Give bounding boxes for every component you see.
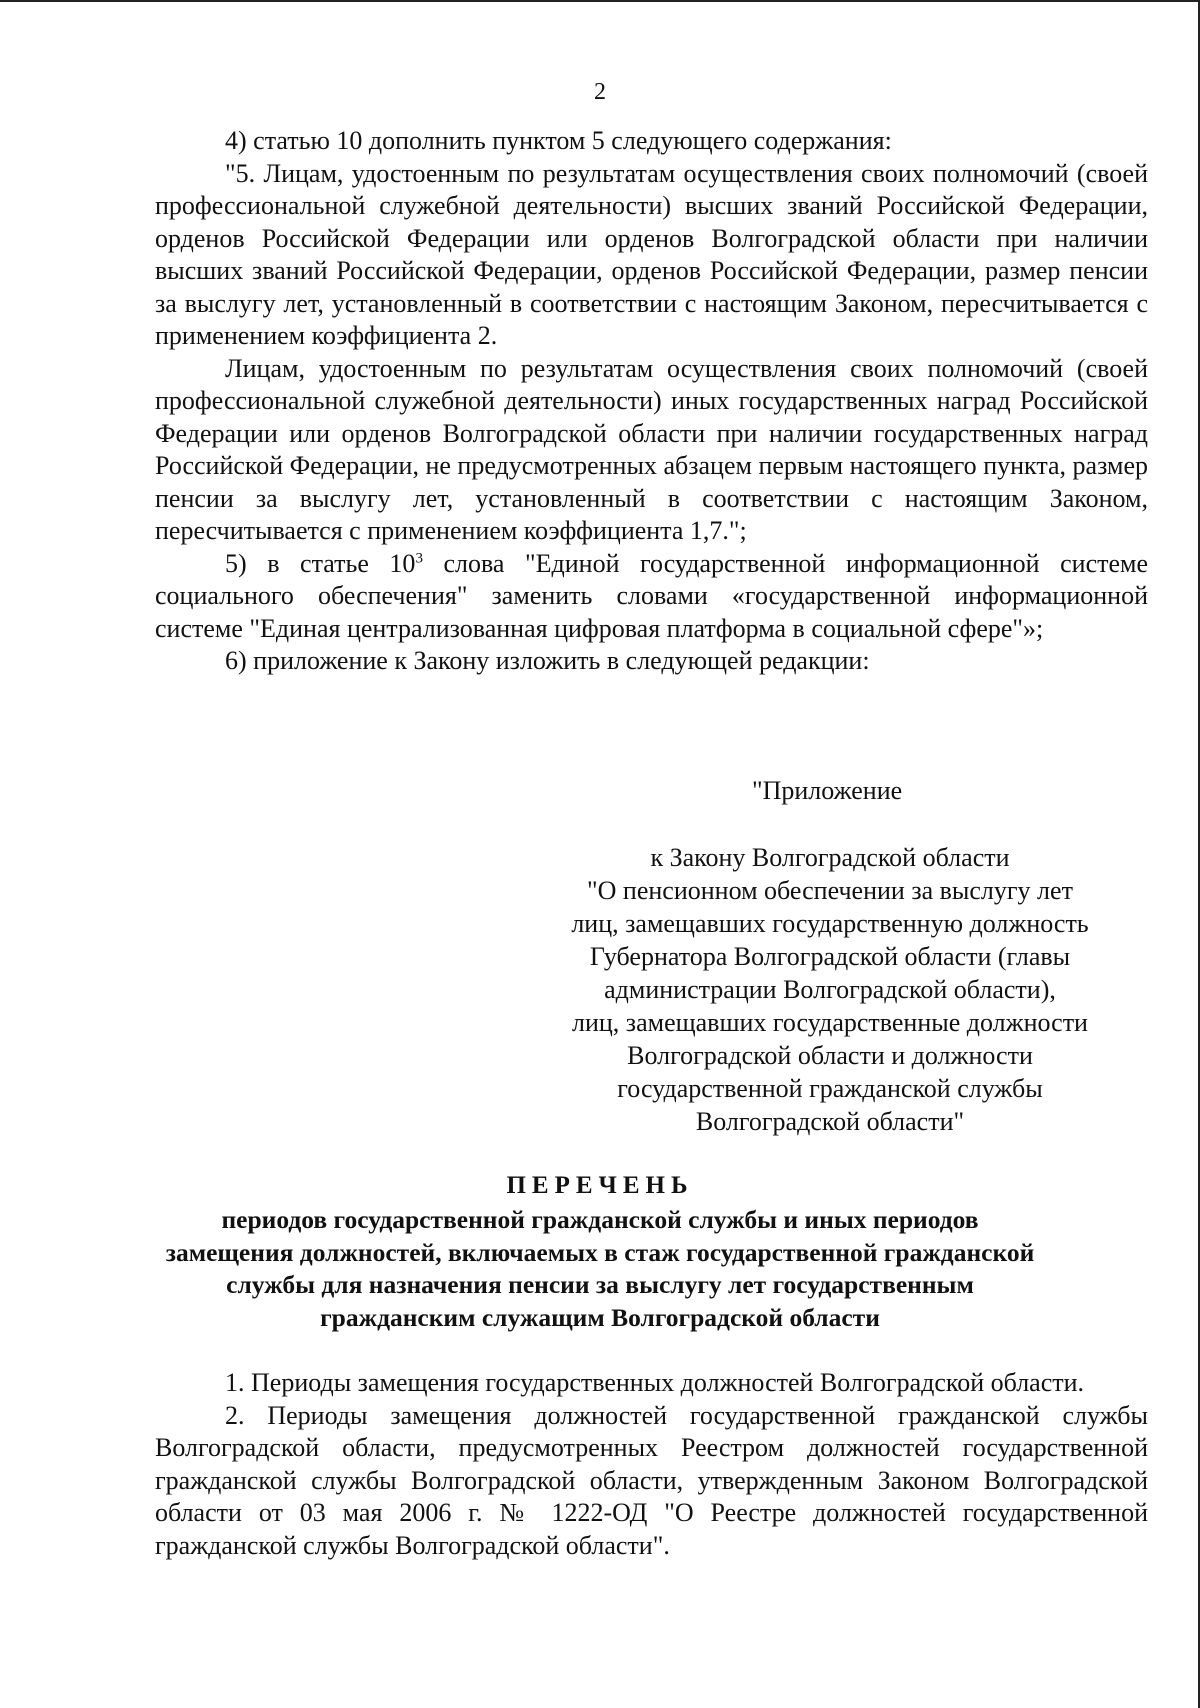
- list-subtitle-line: периодов государственной гражданской службы и иных периодов: [221, 1205, 979, 1234]
- appendix-line: Губернатора Волгоградской области (главы: [589, 942, 1071, 971]
- list-subtitle-line: гражданским служащим Волгоградской области: [320, 1302, 880, 1332]
- appendix-label: "Приложение: [752, 776, 903, 805]
- list-subtitle: [150, 1204, 1050, 1334]
- list-subtitle-line: службы для назначения пенсии за выслугу лет государственным: [226, 1270, 974, 1299]
- appendix-line: Волгоградской области и должности: [627, 1041, 1033, 1070]
- list-subtitle-line: замещения должностей, включаемых в стаж государственной гражданской: [165, 1237, 1035, 1267]
- appendix-line: лиц, замещавших государственную должность: [571, 909, 1089, 938]
- list-item: 1. Периоды замещения государственных должностей Волгоградской области.: [225, 1368, 1085, 1397]
- article-ref-rest: слова "Единой государственной информационной системе социального обеспечения" заменить словами «государственной информационной системе "Единая централизованная цифровая платформа в социальной сфере"»;: [155, 548, 1149, 643]
- paragraph-article-10-3: [155, 548, 1148, 646]
- appendix-line: Волгоградской области": [695, 1107, 965, 1136]
- appendix-line: к Закону Волгоградской области: [650, 843, 1010, 872]
- paragraph-appendix-intro: 6) приложение к Закону изложить в следующей редакции:: [225, 646, 870, 675]
- appendix-line: лиц, замещавших государственные должности: [572, 1008, 1088, 1037]
- paragraph-item-5-quote: "5. Лицам, удостоенным по результатам осуществления своих полномочий (своей профессиональной служебной деятельности) высших званий Российской Федерации, орденов Российской Федерации или орденов Волгоградской области при наличии высших званий Российской Федерации, орденов Российской Федерации, размер пенсии за выслугу лет, установленный в соответствии с настоящим Законом, пересчитывается с применением коэффициента 2.: [155, 158, 1148, 350]
- list-item: 2. Периоды замещения должностей государственной гражданской службы Волгоградской области, предусмотренных Реестром должностей государственной гражданской службы Волгоградской области, утвержденным Законом Волгоградской области от 03 мая 2006 г. № 1222-ОД "О Реестре должностей государственной гражданской службы Волгоградской области".: [155, 1400, 1148, 1560]
- list-heading: ПЕРЕЧЕНЬ: [506, 1172, 694, 1199]
- list-items: [155, 1367, 1148, 1562]
- appendix-line: "О пенсионном обеспечении за выслугу лет: [587, 876, 1073, 905]
- page-number: 2: [594, 79, 606, 105]
- amendment-text: [155, 125, 1148, 678]
- appendix-line: государственной гражданской службы: [617, 1074, 1043, 1103]
- article-ref-superscript: 3: [415, 549, 423, 566]
- page-border-top: [0, 0, 1200, 2]
- article-ref-text: 5) в статье 10: [225, 548, 416, 578]
- paragraph-item-4: 4) статью 10 дополнить пунктом 5 следующего содержания:: [225, 126, 892, 155]
- appendix-line: администрации Волгоградской области),: [604, 975, 1056, 1004]
- appendix-reference: [530, 841, 1130, 1138]
- paragraph-awards: Лицам, удостоенным по результатам осуществления своих полномочий (своей профессиональной служебной деятельности) иных государственных наград Российской Федерации или орденов Волгоградской области при наличии государственных наград Российской Федерации, не предусмотренных абзацем первым настоящего пункта, размер пенсии за выслугу лет, установленный в соответствии с настоящим Законом, пересчитывается с применением коэффициента 1,7.";: [155, 353, 1148, 545]
